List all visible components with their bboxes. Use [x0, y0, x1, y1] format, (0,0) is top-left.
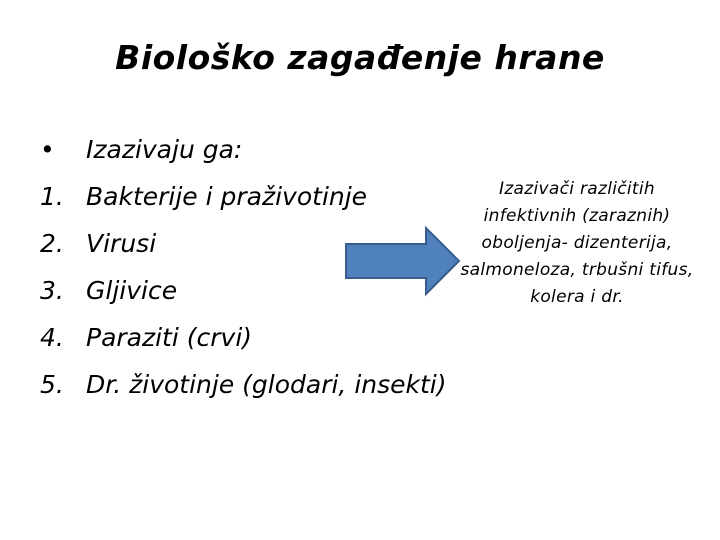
- item-text: Paraziti (crvi): [86, 323, 253, 352]
- arrow-shape: [346, 228, 459, 294]
- note-text: Izazivači različitih infektivnih (zaraznih) oboljenja- dizenterija, salmoneloza, trbušni tifus, kolera i dr.: [460, 179, 694, 307]
- item-text: Bakterije i praživotinje: [86, 182, 368, 211]
- list-item: [40, 314, 600, 361]
- item-number: 5.: [40, 370, 64, 399]
- item-text: Dr. životinje (glodari, insekti): [86, 370, 447, 399]
- intro-line: [40, 126, 600, 173]
- item-number: 4.: [40, 323, 64, 352]
- bullet-marker: •: [40, 135, 55, 164]
- right-arrow-icon: [344, 225, 462, 297]
- item-number: 2.: [40, 229, 64, 258]
- item-number: 3.: [40, 276, 64, 305]
- item-text: Virusi: [86, 229, 157, 258]
- intro-text: Izazivaju ga:: [86, 135, 243, 164]
- item-text: Gljivice: [86, 276, 178, 305]
- list-item: [40, 361, 600, 408]
- slide-title: Biološko zagađenje hrane: [115, 38, 605, 77]
- item-number: 1.: [40, 182, 64, 211]
